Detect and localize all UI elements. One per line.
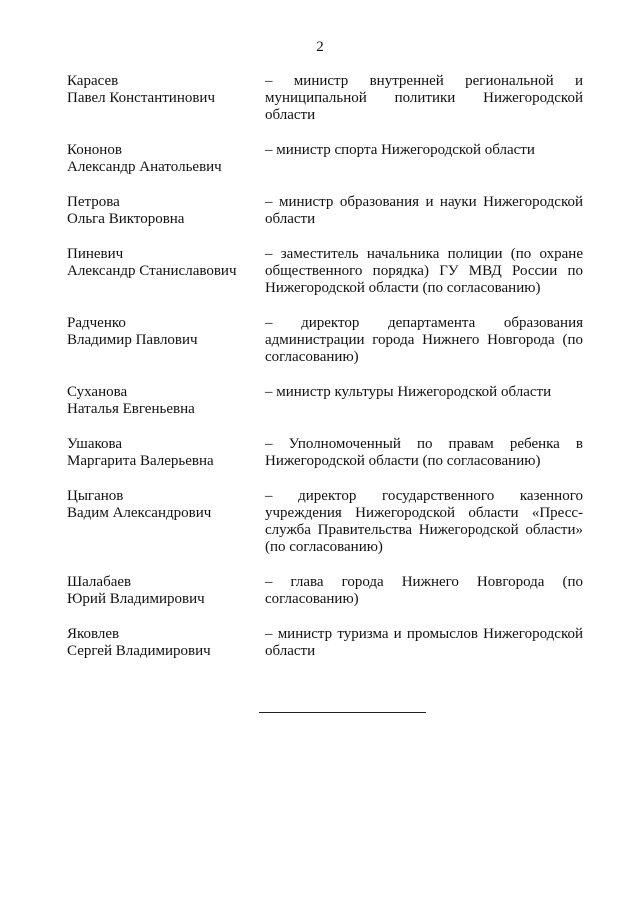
member-role: – глава города Нижнего Новгорода (по согласованию) bbox=[265, 574, 583, 607]
member-role: – министр культуры Нижегородской области bbox=[265, 384, 552, 400]
member-name bbox=[67, 194, 265, 228]
member-row bbox=[67, 436, 583, 470]
member-name bbox=[67, 488, 265, 556]
member-given-name: Наталья Евгеньевна bbox=[67, 401, 195, 417]
member-given-name: Юрий Владимирович bbox=[67, 591, 205, 607]
member-row bbox=[67, 315, 583, 366]
member-name bbox=[67, 574, 265, 608]
member-name bbox=[67, 142, 265, 176]
end-of-list-rule bbox=[259, 712, 426, 713]
member-surname: Пиневич bbox=[67, 246, 124, 262]
member-given-name: Александр Станиславович bbox=[67, 263, 237, 279]
member-surname: Петрова bbox=[67, 194, 120, 210]
member-name bbox=[67, 315, 265, 366]
member-list bbox=[67, 73, 583, 678]
member-surname: Кононов bbox=[67, 142, 122, 158]
member-row bbox=[67, 384, 583, 418]
member-row bbox=[67, 194, 583, 228]
member-name bbox=[67, 436, 265, 470]
member-role: – заместитель начальника полиции (по охране общественного порядка) ГУ МВД России по Нижегородской области (по согласованию) bbox=[265, 246, 583, 296]
member-role: – Уполномоченный по правам ребенка в Нижегородской области (по согласованию) bbox=[265, 436, 583, 469]
member-row bbox=[67, 488, 583, 556]
member-row bbox=[67, 73, 583, 124]
member-row bbox=[67, 626, 583, 660]
member-name bbox=[67, 246, 265, 297]
member-row bbox=[67, 142, 583, 176]
member-given-name: Александр Анатольевич bbox=[67, 159, 222, 175]
member-given-name: Владимир Павлович bbox=[67, 332, 198, 348]
member-role: – министр спорта Нижегородской области bbox=[265, 142, 535, 158]
member-role: – министр туризма и промыслов Нижегородской области bbox=[265, 626, 583, 659]
member-surname: Цыганов bbox=[67, 488, 124, 504]
member-given-name: Маргарита Валерьевна bbox=[67, 453, 214, 469]
member-surname: Радченко bbox=[67, 315, 126, 331]
member-surname: Шалабаев bbox=[67, 574, 132, 590]
member-role: – министр образования и науки Нижегородской области bbox=[265, 194, 583, 227]
member-role: – директор государственного казенного учреждения Нижегородской области «Пресс-служба Правительства Нижегородской области» (по согласованию) bbox=[265, 488, 583, 555]
member-given-name: Ольга Викторовна bbox=[67, 211, 185, 227]
page-number: 2 bbox=[316, 39, 324, 55]
member-surname: Карасев bbox=[67, 73, 119, 89]
member-surname: Ушакова bbox=[67, 436, 123, 452]
member-name bbox=[67, 384, 265, 418]
member-given-name: Павел Константинович bbox=[67, 90, 216, 106]
member-surname: Суханова bbox=[67, 384, 128, 400]
member-given-name: Сергей Владимирович bbox=[67, 643, 211, 659]
member-row bbox=[67, 246, 583, 297]
member-surname: Яковлев bbox=[67, 626, 120, 642]
member-role: – министр внутренней региональной и муниципальной политики Нижегородской области bbox=[265, 73, 583, 123]
member-role: – директор департамента образования администрации города Нижнего Новгорода (по согласованию) bbox=[265, 315, 583, 365]
member-name bbox=[67, 73, 265, 124]
member-name bbox=[67, 626, 265, 660]
member-given-name: Вадим Александрович bbox=[67, 505, 212, 521]
member-row bbox=[67, 574, 583, 608]
